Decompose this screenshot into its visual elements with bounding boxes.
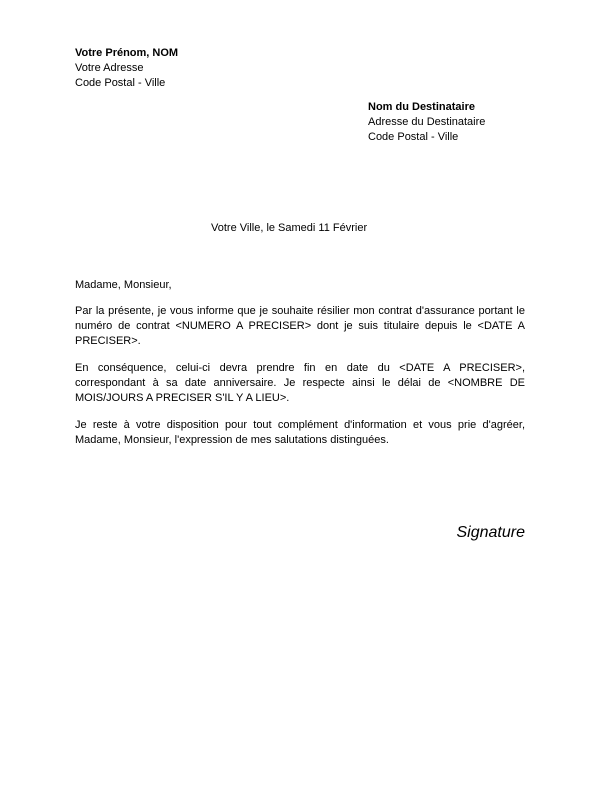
paragraph-closing: Je reste à votre disposition pour tout complément d'information et vous prie d'agréer, Madame, Monsieur, l'expression de mes salutations distinguées. <box>75 419 525 446</box>
signature-label: Signature <box>456 524 525 541</box>
sender-name: Votre Prénom, NOM <box>75 47 179 59</box>
letter-body <box>75 304 525 460</box>
paragraph-contract-cancellation: Par la présente, je vous informe que je souhaite résilier mon contrat d'assurance portant le numéro de contrat <NUMERO A PRECISER> dont je suis titulaire depuis le <DATE A PRECISER>. <box>75 305 525 347</box>
sender-block <box>75 46 178 91</box>
date-line: Votre Ville, le Samedi 11 Février <box>211 222 368 234</box>
recipient-block <box>368 100 485 145</box>
recipient-name: Nom du Destinataire <box>368 101 475 113</box>
sender-address: Votre Adresse <box>75 62 144 74</box>
recipient-address: Adresse du Destinataire <box>368 116 486 128</box>
paragraph-end-date: En conséquence, celui-ci devra prendre fin en date du <DATE A PRECISER>, correspondant à sa date anniversaire. Je respecte ainsi le délai de <NOMBRE DE MOIS/JOURS A PRECISER S'IL Y A LIEU>. <box>75 362 525 404</box>
salutation: Madame, Monsieur, <box>75 279 172 291</box>
sender-postal-city: Code Postal - Ville <box>75 77 166 89</box>
recipient-postal-city: Code Postal - Ville <box>368 131 459 143</box>
